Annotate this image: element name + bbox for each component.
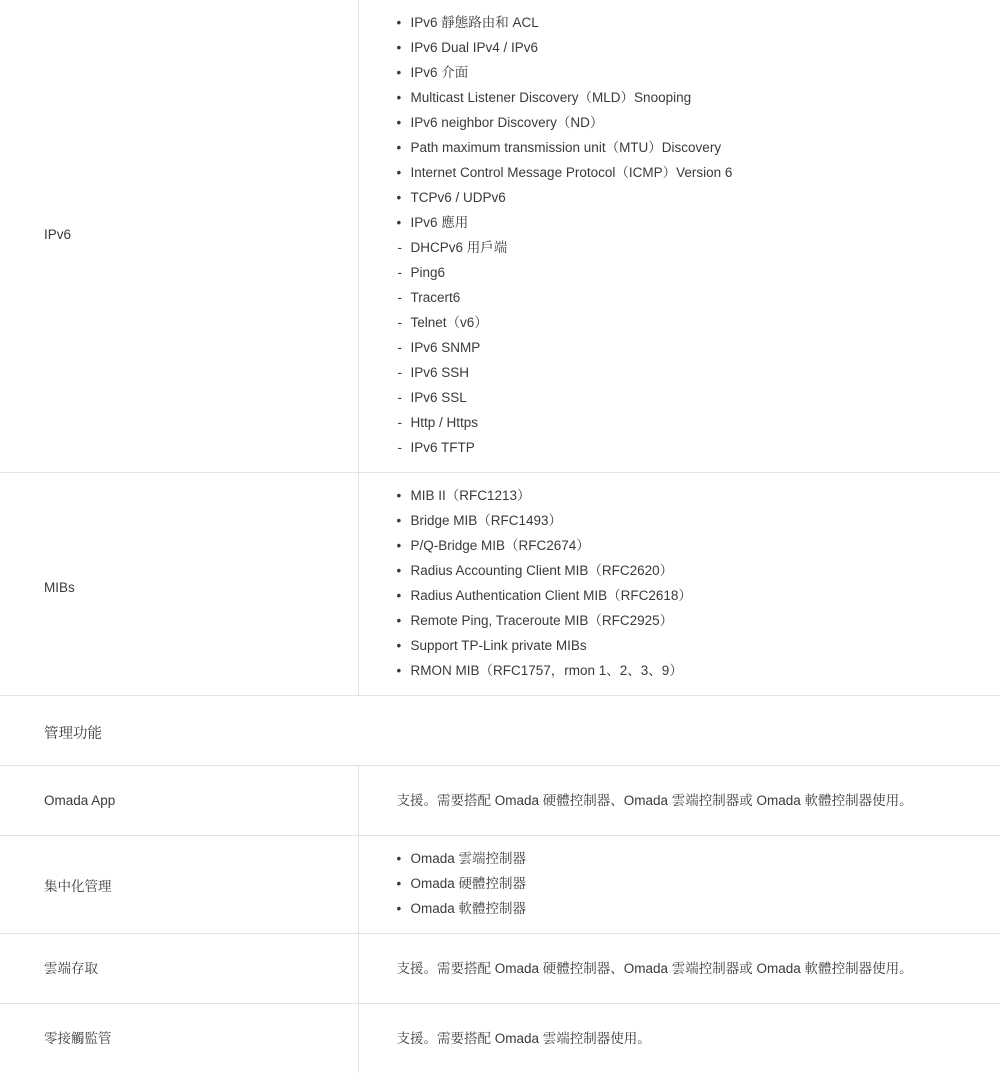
mibs-feature-list — [397, 483, 981, 683]
list-item: - IPv6 TFTP — [397, 435, 981, 460]
table-row-ipv6 — [0, 0, 1000, 473]
section-title: 管理功能 — [0, 696, 1000, 766]
ipv6-feature-list — [397, 10, 981, 460]
list-item: • IPv6 介面 — [397, 60, 981, 85]
list-item: - IPv6 SSL — [397, 385, 981, 410]
list-item: - Http / Https — [397, 410, 981, 435]
row-label-centralized-management — [0, 836, 358, 934]
table-row-mibs — [0, 473, 1000, 696]
value-text: 支援。需要搭配 Omada 硬體控制器、Omada 雲端控制器或 Omada 軟體控制器使用。 — [397, 956, 981, 981]
row-label-text: Omada App — [44, 788, 358, 813]
row-label-text: 零接觸監管 — [44, 1026, 358, 1051]
list-item: • RMON MIB（RFC1757，rmon 1、2、3、9） — [397, 658, 981, 683]
list-item: • MIB II（RFC1213） — [397, 483, 981, 508]
list-item: • Omada 軟體控制器 — [397, 896, 981, 921]
row-value-omada-app — [358, 766, 1000, 836]
list-item: • IPv6 靜態路由和 ACL — [397, 10, 981, 35]
list-item: • IPv6 neighbor Discovery（ND） — [397, 110, 981, 135]
table-row-cloud-access — [0, 934, 1000, 1004]
list-item: - Ping6 — [397, 260, 981, 285]
row-label-omada-app — [0, 766, 358, 836]
table-row-omada-app — [0, 766, 1000, 836]
row-label-text: MIBs — [44, 487, 358, 600]
row-label-cloud-access — [0, 934, 358, 1004]
row-value-cloud-access — [358, 934, 1000, 1004]
list-item: - DHCPv6 用戶端 — [397, 235, 981, 260]
list-item: • Path maximum transmission unit（MTU）Discovery — [397, 135, 981, 160]
row-label-mibs — [0, 473, 358, 696]
table-row-centralized-management — [0, 836, 1000, 934]
row-label-ipv6 — [0, 0, 358, 473]
row-label-text: 雲端存取 — [44, 956, 358, 981]
list-item: • P/Q-Bridge MIB（RFC2674） — [397, 533, 981, 558]
value-text: 支援。需要搭配 Omada 雲端控制器使用。 — [397, 1026, 981, 1051]
row-label-zero-touch — [0, 1004, 358, 1073]
row-value-zero-touch — [358, 1004, 1000, 1073]
list-item: - Tracert6 — [397, 285, 981, 310]
row-label-text: 集中化管理 — [44, 850, 358, 899]
section-header-management — [0, 696, 1000, 766]
list-item: • Internet Control Message Protocol（ICMP）Version 6 — [397, 160, 981, 185]
value-text: 支援。需要搭配 Omada 硬體控制器、Omada 雲端控制器或 Omada 軟體控制器使用。 — [397, 788, 981, 813]
list-item: • Multicast Listener Discovery（MLD）Snooping — [397, 85, 981, 110]
list-item: • Support TP-Link private MIBs — [397, 633, 981, 658]
row-label-text: IPv6 — [44, 14, 358, 247]
centralized-management-list — [397, 846, 981, 921]
table-row-zero-touch — [0, 1004, 1000, 1073]
row-value-ipv6 — [358, 0, 1000, 473]
list-item: • IPv6 Dual IPv4 / IPv6 — [397, 35, 981, 60]
list-item: • Radius Accounting Client MIB（RFC2620） — [397, 558, 981, 583]
list-item: • Omada 雲端控制器 — [397, 846, 981, 871]
list-item: • Bridge MIB（RFC1493） — [397, 508, 981, 533]
row-value-centralized-management — [358, 836, 1000, 934]
list-item: - IPv6 SNMP — [397, 335, 981, 360]
list-item: - Telnet（v6） — [397, 310, 981, 335]
list-item: • TCPv6 / UDPv6 — [397, 185, 981, 210]
row-value-mibs — [358, 473, 1000, 696]
list-item: • IPv6 應用 — [397, 210, 981, 235]
list-item: - IPv6 SSH — [397, 360, 981, 385]
list-item: • Remote Ping, Traceroute MIB（RFC2925） — [397, 608, 981, 633]
list-item: • Radius Authentication Client MIB（RFC2618） — [397, 583, 981, 608]
list-item: • Omada 硬體控制器 — [397, 871, 981, 896]
